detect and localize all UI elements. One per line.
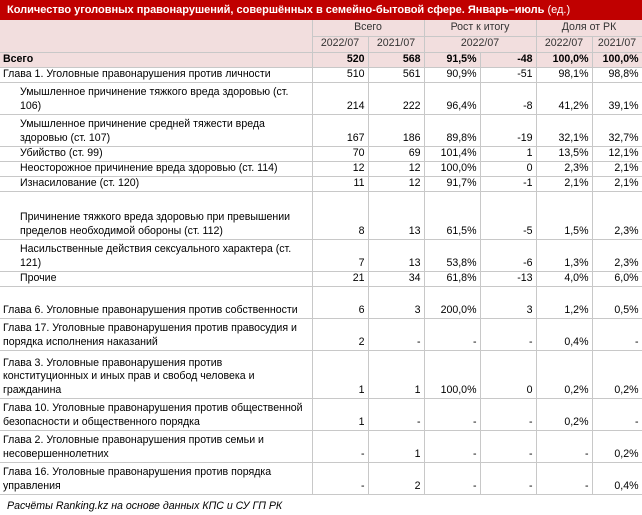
row-value: 100,0% (536, 52, 592, 67)
row-value: 13,5% (536, 146, 592, 161)
row-value: 2 (368, 462, 424, 494)
row-value: 41,2% (536, 82, 592, 114)
row-value: 91,7% (424, 176, 480, 191)
row-value: 1 (312, 398, 368, 430)
row-label: Изнасилование (ст. 120) (0, 176, 312, 191)
row-value: 3 (368, 286, 424, 318)
row-value: - (480, 398, 536, 430)
row-label: Прочие (0, 271, 312, 286)
row-label: Глава 2. Уголовные правонарушения против семьи и несовершеннолетних (0, 430, 312, 462)
table-row (0, 430, 642, 462)
row-value: 6 (312, 286, 368, 318)
row-value: 0,2% (592, 430, 642, 462)
row-value: -5 (480, 191, 536, 239)
row-value: 13 (368, 239, 424, 271)
row-value: -6 (480, 239, 536, 271)
row-value: 12 (368, 176, 424, 191)
row-value: - (592, 318, 642, 350)
row-value: 2,3% (536, 161, 592, 176)
header-year: 2022/07 (312, 36, 368, 52)
table-row (0, 318, 642, 350)
row-label: Глава 6. Уголовные правонарушения против собственности (0, 286, 312, 318)
row-value: 510 (312, 67, 368, 82)
table-row (0, 191, 642, 239)
row-label: Глава 3. Уголовные правонарушения против конституционных и иных прав и свобод человека и гражданина (0, 350, 312, 398)
table-row (0, 67, 642, 82)
row-value: 2,1% (592, 161, 642, 176)
row-value: - (536, 462, 592, 494)
row-value: 89,8% (424, 114, 480, 146)
header-label-cell (0, 20, 312, 52)
row-value: 8 (312, 191, 368, 239)
data-table (0, 20, 642, 495)
row-value: 39,1% (592, 82, 642, 114)
row-value: 561 (368, 67, 424, 82)
table-row (0, 161, 642, 176)
table-row (0, 146, 642, 161)
row-value: 1 (368, 350, 424, 398)
row-value: - (368, 318, 424, 350)
row-value: 61,5% (424, 191, 480, 239)
row-value: 32,7% (592, 114, 642, 146)
table-row (0, 398, 642, 430)
table-row (0, 350, 642, 398)
row-value: 0,5% (592, 286, 642, 318)
table-row (0, 286, 642, 318)
row-value: 2 (312, 318, 368, 350)
row-value: 2,3% (592, 239, 642, 271)
row-value: - (536, 430, 592, 462)
row-label: Глава 1. Уголовные правонарушения против личности (0, 67, 312, 82)
row-value: 91,5% (424, 52, 480, 67)
row-value: 32,1% (536, 114, 592, 146)
row-value: - (424, 430, 480, 462)
header-year: 2022/07 (536, 36, 592, 52)
row-value: 568 (368, 52, 424, 67)
row-label: Глава 17. Уголовные правонарушения против правосудия и порядка исполнения наказаний (0, 318, 312, 350)
row-value: 21 (312, 271, 368, 286)
row-value: - (424, 462, 480, 494)
header-group-share: Доля от РК (536, 20, 642, 36)
row-value: 2,3% (592, 191, 642, 239)
row-value: -13 (480, 271, 536, 286)
row-value: 12,1% (592, 146, 642, 161)
row-value: 6,0% (592, 271, 642, 286)
row-label: Причинение тяжкого вреда здоровью при превышении пределов необходимой обороны (ст. 112) (0, 191, 312, 239)
row-value: 2,1% (536, 176, 592, 191)
row-value: - (480, 462, 536, 494)
total-row (0, 52, 642, 67)
row-value: 34 (368, 271, 424, 286)
row-value: - (312, 462, 368, 494)
row-label: Глава 16. Уголовные правонарушения против порядка управления (0, 462, 312, 494)
row-value: 12 (312, 161, 368, 176)
row-value: 4,0% (536, 271, 592, 286)
table-row (0, 176, 642, 191)
row-value: 98,1% (536, 67, 592, 82)
row-value: 98,8% (592, 67, 642, 82)
row-value: 0,4% (592, 462, 642, 494)
row-value: 0,2% (592, 350, 642, 398)
row-value: 0 (480, 350, 536, 398)
row-label: Убийство (ст. 99) (0, 146, 312, 161)
source-note: Расчёты Ranking.kz на основе данных КПС и СУ ГП РК (7, 500, 283, 512)
header-year: 2021/07 (368, 36, 424, 52)
row-value: 0 (480, 161, 536, 176)
table-row (0, 114, 642, 146)
row-value: 186 (368, 114, 424, 146)
header-row-1 (0, 20, 642, 36)
row-value: 222 (368, 82, 424, 114)
row-value: 520 (312, 52, 368, 67)
row-value: -48 (480, 52, 536, 67)
header-group-growth: Рост к итогу (424, 20, 536, 36)
row-value: 100,0% (424, 161, 480, 176)
row-value: - (312, 430, 368, 462)
row-value: 200,0% (424, 286, 480, 318)
row-value: 53,8% (424, 239, 480, 271)
header-year: 2022/07 (424, 36, 536, 52)
row-value: -19 (480, 114, 536, 146)
row-value: 0,4% (536, 318, 592, 350)
row-value: 69 (368, 146, 424, 161)
row-value: 90,9% (424, 67, 480, 82)
row-value: -8 (480, 82, 536, 114)
row-value: 214 (312, 82, 368, 114)
row-value: 2,1% (592, 176, 642, 191)
row-value: 101,4% (424, 146, 480, 161)
row-value: 1 (368, 430, 424, 462)
table-row (0, 82, 642, 114)
row-value: - (424, 398, 480, 430)
row-label: Неосторожное причинение вреда здоровью (ст. 114) (0, 161, 312, 176)
row-value: 12 (368, 161, 424, 176)
row-label: Насильственные действия сексуального характера (ст. 121) (0, 239, 312, 271)
row-value: 1 (480, 146, 536, 161)
row-value: 167 (312, 114, 368, 146)
row-value: 7 (312, 239, 368, 271)
row-label: Умышленное причинение тяжкого вреда здоровью (ст. 106) (0, 82, 312, 114)
row-value: 100,0% (592, 52, 642, 67)
table-row (0, 271, 642, 286)
row-value: 1 (312, 350, 368, 398)
row-value: 61,8% (424, 271, 480, 286)
row-value: 11 (312, 176, 368, 191)
header-year: 2021/07 (592, 36, 642, 52)
row-value: 13 (368, 191, 424, 239)
row-value: -1 (480, 176, 536, 191)
row-value: 1,2% (536, 286, 592, 318)
row-value: -51 (480, 67, 536, 82)
row-value: 1,3% (536, 239, 592, 271)
row-value: 1,5% (536, 191, 592, 239)
row-value: 0,2% (536, 350, 592, 398)
table-row (0, 239, 642, 271)
table-row (0, 462, 642, 494)
row-label: Умышленное причинение средней тяжести вреда здоровью (ст. 107) (0, 114, 312, 146)
row-value: - (592, 398, 642, 430)
row-value: 0,2% (536, 398, 592, 430)
row-value: 96,4% (424, 82, 480, 114)
row-value: 3 (480, 286, 536, 318)
row-value: 100,0% (424, 350, 480, 398)
row-value: - (480, 318, 536, 350)
row-value: - (368, 398, 424, 430)
row-label: Глава 10. Уголовные правонарушения против общественной безопасности и общественного порядка (0, 398, 312, 430)
header-group-total: Всего (312, 20, 424, 36)
row-value: - (424, 318, 480, 350)
row-value: 70 (312, 146, 368, 161)
row-value: - (480, 430, 536, 462)
table-title: Количество уголовных правонарушений, совершённых в семейно-бытовой сфере. Январь–июль (ед.) (0, 0, 642, 20)
row-label: Всего (0, 52, 312, 67)
